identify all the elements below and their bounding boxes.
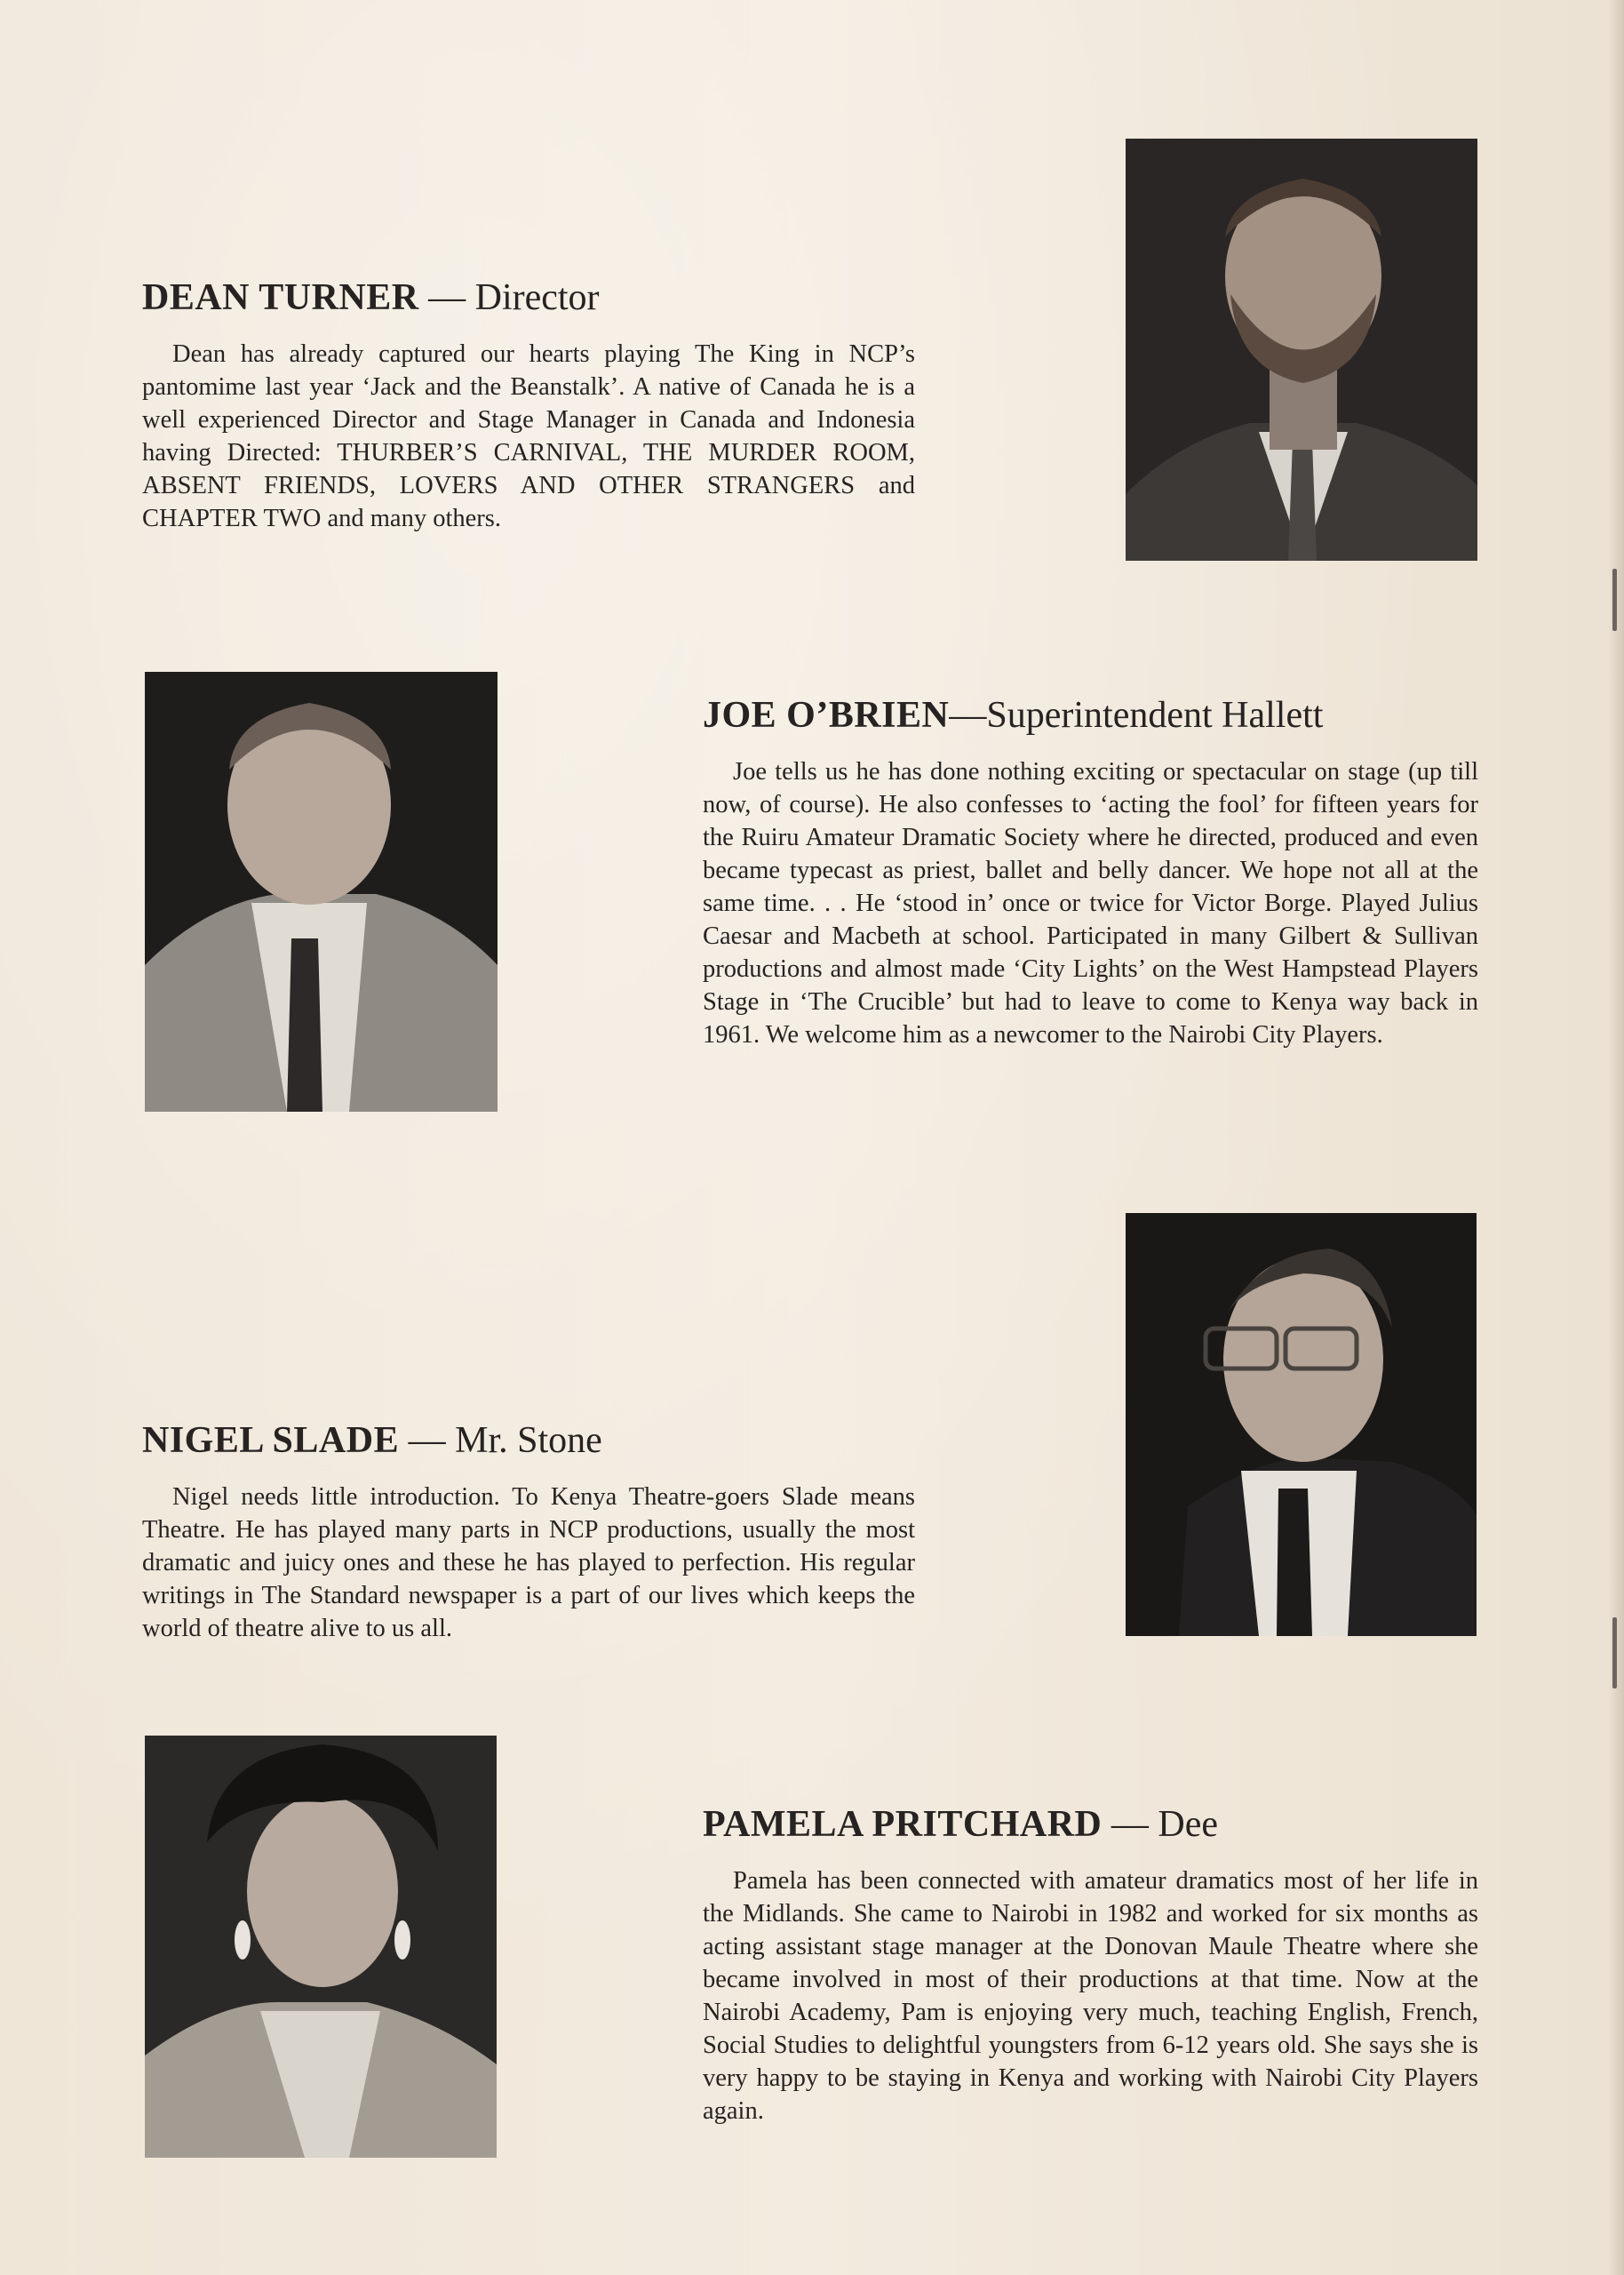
- portrait-photo-joe-obrien: [145, 672, 498, 1112]
- cast-role: —Superintendent Hallett: [949, 695, 1324, 736]
- bio-text: Pamela has been connected with amateur dramatics most of her life in the Midlands. She came to Nairobi in 1982 and worked for six months as acting assistant stage manager at the Donovan Maule Theatre where she became involved in most of their productions at that time. Now at the Nairobi Academy, Pam is enjoying very much, teaching English, French, Social Studies to delightful youngsters from 6-12 years old. She says she is very happy to be staying in Kenya and working with Nairobi City Players again.: [703, 1867, 1478, 2126]
- staple-mark: [1612, 1617, 1617, 1688]
- bio-heading: [703, 1804, 1478, 1845]
- bio-joe-obrien: [703, 695, 1478, 1051]
- cast-role: — Dee: [1111, 1804, 1219, 1845]
- portrait-figure: [145, 672, 498, 1112]
- bio-pamela-pritchard: [703, 1804, 1478, 2127]
- cast-name: NIGEL SLADE: [142, 1420, 400, 1461]
- staple-mark: [1612, 569, 1617, 631]
- bio-text: Nigel needs little introduction. To Kenya Theatre-goers Slade means Theatre. He has played many parts in NCP productions, usually the most dramatic and juicy ones and these he has played to perfection. His regular writings in The Standard newspaper is a part of our lives which keeps the world of theatre alive to us all.: [142, 1483, 915, 1643]
- bio-heading: [142, 1420, 915, 1461]
- portrait-figure: [1126, 1213, 1477, 1636]
- portrait-figure: [1126, 139, 1477, 561]
- bio-heading: [703, 695, 1478, 736]
- cast-role: — Mr. Stone: [408, 1420, 602, 1461]
- cast-role: — Director: [428, 277, 600, 318]
- bio-text: Dean has already captured our hearts playing The King in NCP’s pantomime last year ‘Jack and the Beanstalk’. A native of Canada he is a well experienced Director and Stage Manager in Canada and Indonesia having Directed: THURBER’S CARNIVAL, THE MURDER ROOM, ABSENT FRIENDS, LOVERS AND OTHER STRANGERS and CHAPTER TWO and many others.: [142, 340, 915, 533]
- portrait-photo-nigel-slade: [1126, 1213, 1477, 1636]
- portrait-figure: [145, 1736, 497, 2158]
- page-edge-shadow: [1608, 0, 1624, 2275]
- bio-dean-turner: [142, 277, 915, 535]
- bio-text: Joe tells us he has done nothing exciting or spectacular on stage (up till now, of course). He also confesses to ‘acting the fool’ for fifteen years for the Ruiru Amateur Dramatic Society where he directed, produced and even became typecast as priest, ballet and belly dancer. We hope not all at the same time. . . He ‘stood in’ once or twice for Victor Borge. Played Julius Caesar and Macbeth at school. Participated in many Gilbert & Sullivan productions and almost made ‘City Lights’ on the West Hampstead Players Stage in ‘The Crucible’ but had to leave to come to Kenya way back in 1961. We welcome him as a newcomer to the Nairobi City Players.: [703, 758, 1478, 1050]
- bio-nigel-slade: [142, 1420, 915, 1645]
- cast-name: DEAN TURNER: [142, 277, 419, 318]
- cast-name: JOE O’BRIEN: [703, 695, 950, 736]
- portrait-photo-dean-turner: [1126, 139, 1477, 561]
- portrait-photo-pamela-pritchard: [145, 1736, 497, 2158]
- bio-heading: [142, 277, 915, 318]
- cast-name: PAMELA PRITCHARD: [703, 1804, 1103, 1845]
